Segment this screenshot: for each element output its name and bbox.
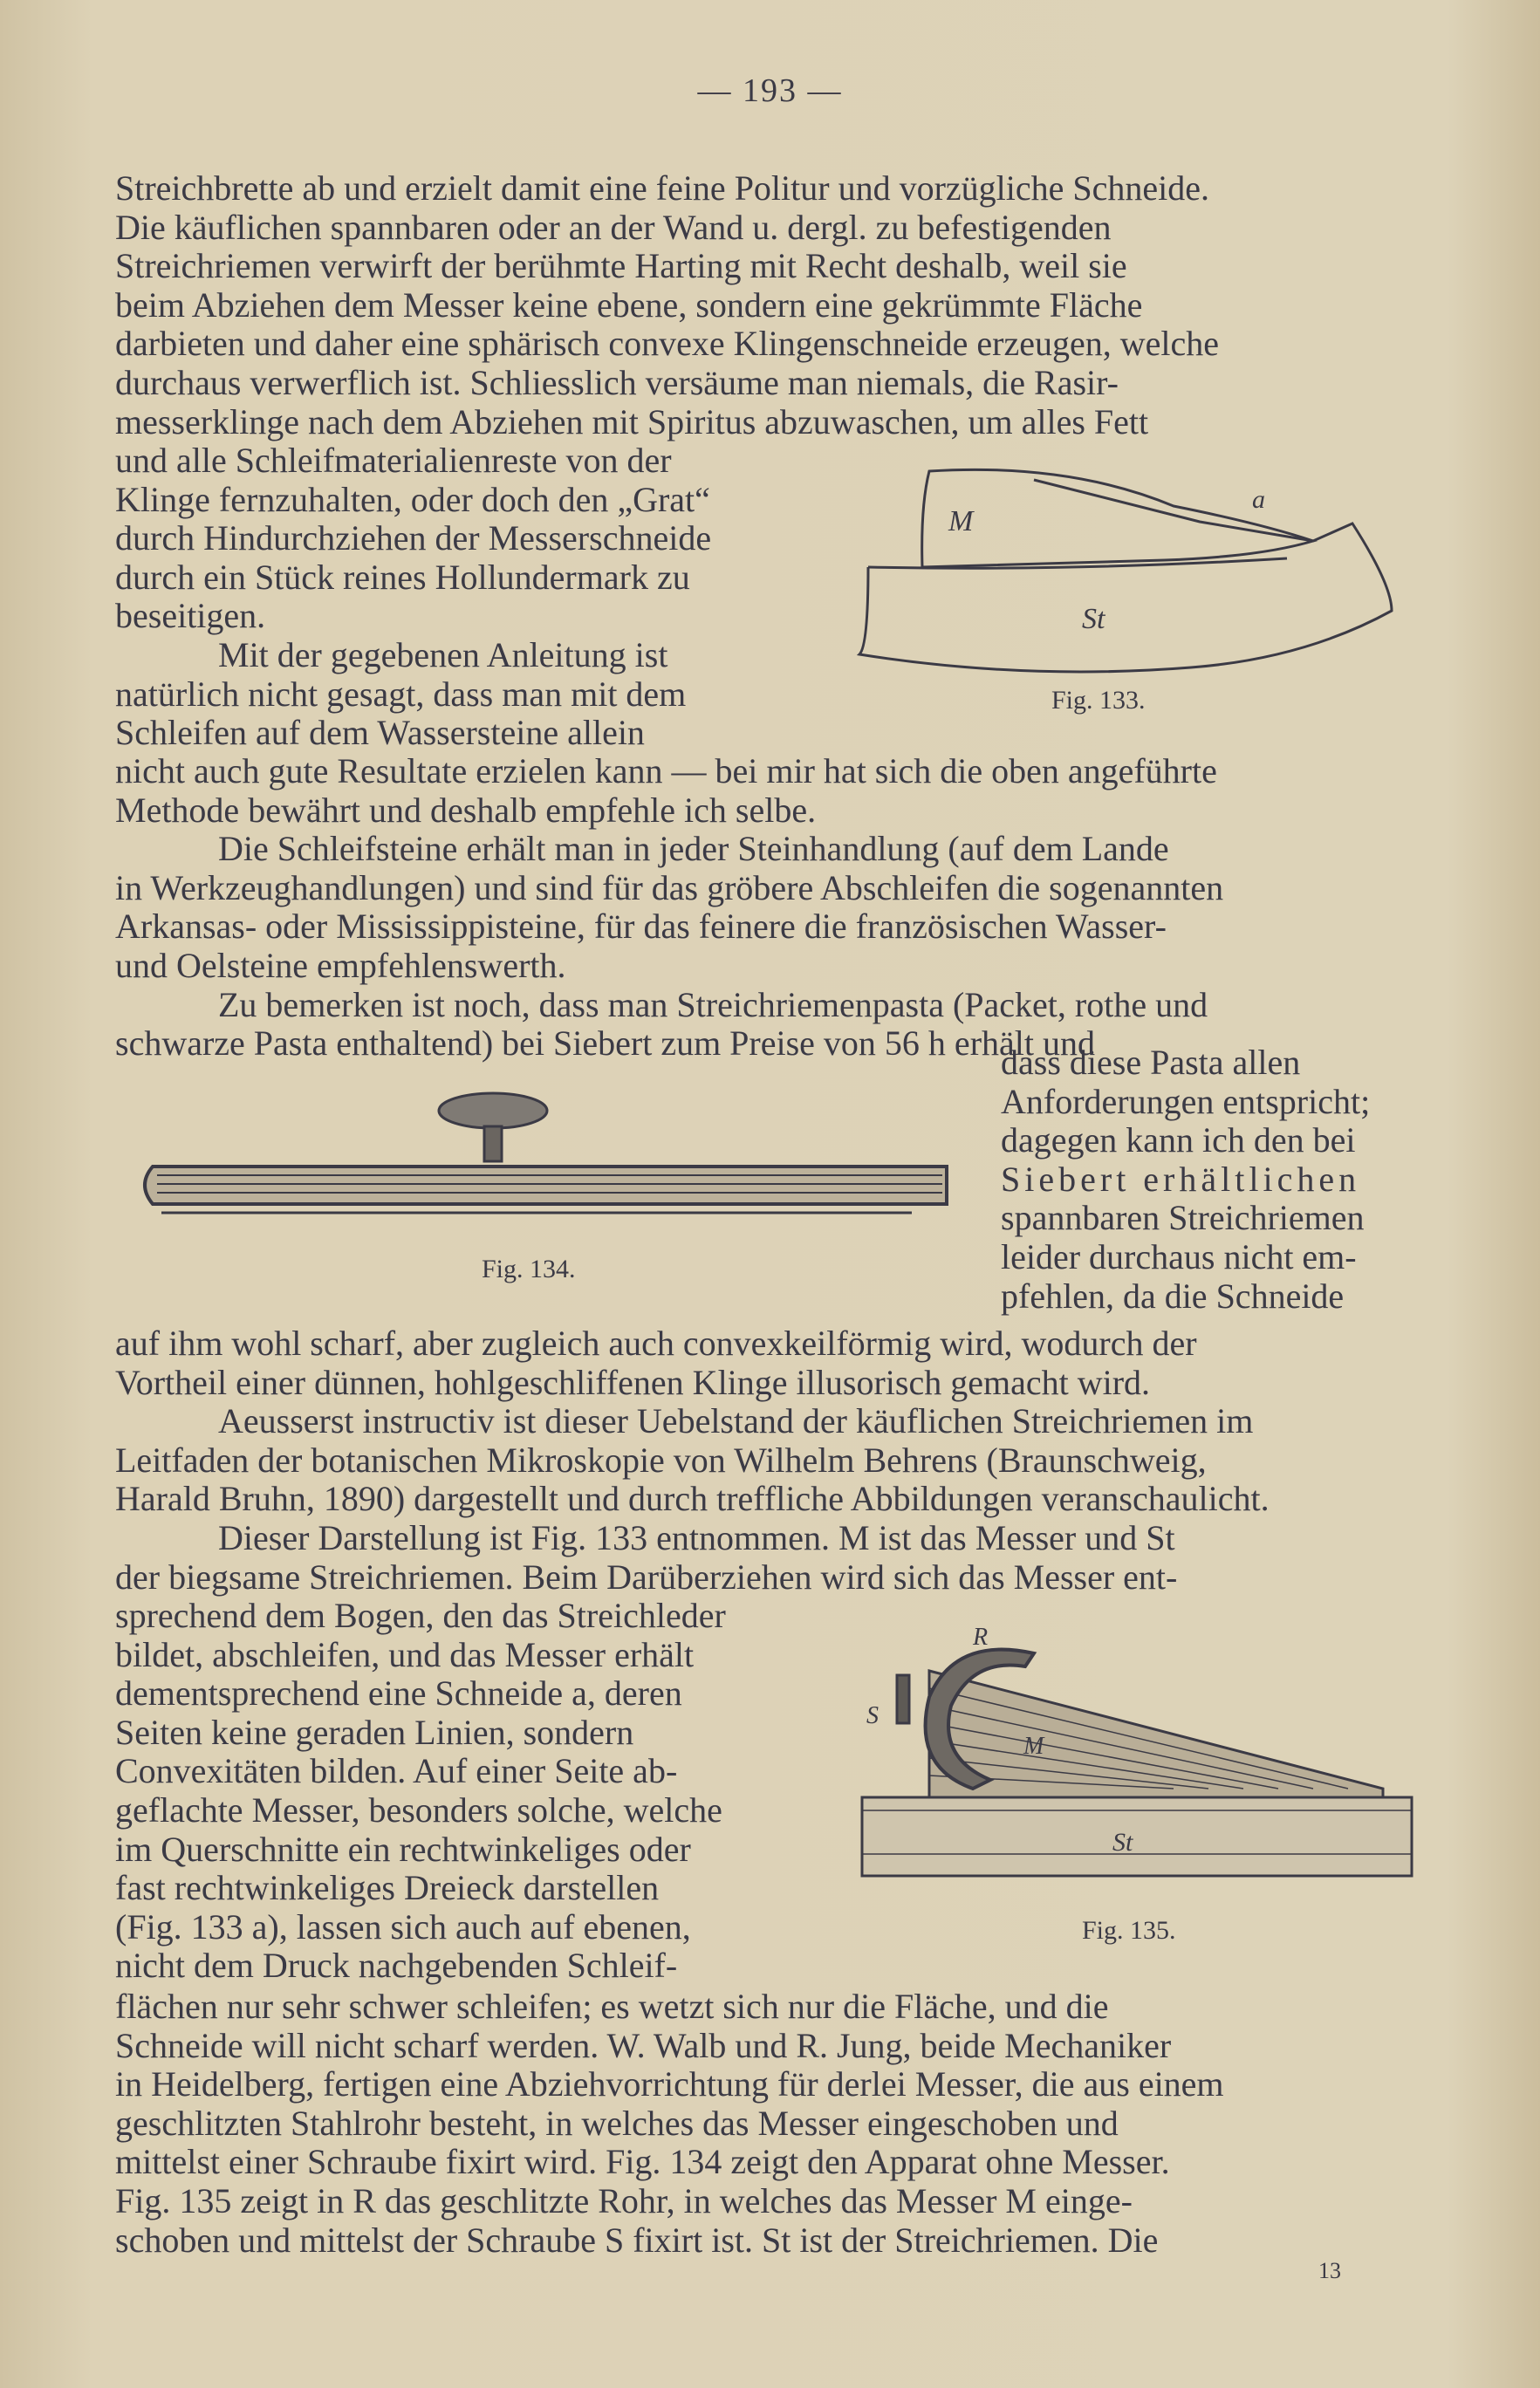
text-line: Anforderungen entspricht; bbox=[1001, 1081, 1371, 1121]
strop bbox=[862, 1797, 1412, 1876]
text-line: flächen nur sehr schwer schleifen; es wetzt sich nur die Fläche, und die bbox=[115, 1987, 1109, 2026]
paragraph-4-6 bbox=[115, 1324, 1411, 1597]
text-line: darbieten und daher eine sphärisch convexe Klingenschneide erzeugen, welche bbox=[115, 324, 1219, 364]
strop-curve bbox=[859, 523, 1392, 672]
figure-134 bbox=[135, 1086, 964, 1248]
razor-blade bbox=[929, 1671, 1383, 1797]
text-line: Die käuflichen spannbaren oder an der Wand u. dergl. zu befestigenden bbox=[115, 207, 1112, 247]
figure-133 bbox=[851, 454, 1409, 681]
label-M: M bbox=[948, 505, 974, 537]
text-line: Streichbrette ab und erzielt damit eine feine Politur und vorzügliche Schneide. bbox=[115, 168, 1210, 208]
text-line: in Heidelberg, fertigen eine Abziehvorrichtung für derlei Messer, die aus einem bbox=[115, 2064, 1224, 2104]
text-line: Die Schleifsteine erhält man in jeder Steinhandlung (auf dem Lande bbox=[218, 829, 1169, 869]
label-St: St bbox=[1112, 1828, 1133, 1857]
text-line: sprechend dem Bogen, den das Streichleder bbox=[115, 1596, 726, 1635]
text-line: durch ein Stück reines Hollundermark zu bbox=[115, 557, 690, 597]
text-line: bildet, abschleifen, und das Messer erhält bbox=[115, 1634, 695, 1674]
figure-133-caption: Fig. 133. bbox=[1051, 686, 1146, 715]
label-S: S bbox=[866, 1702, 879, 1729]
screw-head bbox=[439, 1093, 547, 1128]
text-line: Klinge fernzuhalten, oder doch den „Grat“ bbox=[115, 479, 710, 519]
text-line: Harald Bruhn, 1890) dargestellt und durch treffliche Abbildungen veranschaulicht. bbox=[115, 1479, 1270, 1519]
text-line: Fig. 135 zeigt in R das geschlitzte Rohr, in welches das Messer M einge- bbox=[115, 2180, 1133, 2220]
text-line: Schneide will nicht scharf werden. W. Walb und R. Jung, beide Mechaniker bbox=[115, 2025, 1172, 2065]
text-line: dass diese Pasta allen bbox=[1001, 1043, 1301, 1082]
label-M: M bbox=[1023, 1733, 1044, 1760]
text-line: Aeusserst instructiv ist dieser Uebelstand der käuflichen Streichriemen im bbox=[218, 1401, 1254, 1441]
text-line: dagegen kann ich den bei bbox=[1001, 1120, 1356, 1160]
text-line: in Werkzeughandlungen) und sind für das gröbere Abschleifen die sogenannten bbox=[115, 867, 1224, 907]
blade-edge-line bbox=[1034, 480, 1313, 541]
text-line: der biegsame Streichriemen. Beim Darüberziehen wird sich das Messer ent- bbox=[115, 1557, 1178, 1597]
text-line: beim Abziehen dem Messer keine ebene, sondern eine gekrümmte Fläche bbox=[115, 284, 1143, 325]
text-line: Arkansas- oder Mississippisteine, für das feinere die französischen Wasser- bbox=[115, 907, 1167, 947]
text-line: leider durchaus nicht em- bbox=[1001, 1236, 1357, 1276]
text-line: Siebert erhältlichen bbox=[1001, 1159, 1361, 1199]
text-line: pfehlen, da die Schneide bbox=[1001, 1276, 1345, 1316]
screw-stem bbox=[484, 1126, 502, 1161]
text-line: durch Hindurchziehen der Messerschneide bbox=[115, 518, 712, 558]
text-line: durchaus verwerflich ist. Schliesslich versäume man niemals, die Rasir- bbox=[115, 362, 1119, 402]
paragraph-1 bbox=[115, 169, 1411, 441]
printer-signature: 13 bbox=[1318, 2258, 1341, 2283]
paragraph-6-end bbox=[115, 1988, 1411, 2260]
steel-tube bbox=[145, 1167, 947, 1204]
text-line: und alle Schleifmaterialienreste von der bbox=[115, 441, 672, 480]
text-line: beseitigen. bbox=[115, 596, 266, 636]
text-line: schoben und mittelst der Schraube S fixirt ist. St ist der Streichriemen. Die bbox=[115, 2220, 1159, 2260]
text-line: Zu bemerken ist noch, dass man Streichriemenpasta (Packet, rothe und bbox=[218, 984, 1208, 1024]
text-line: fast rechtwinkeliges Dreieck darstellen bbox=[115, 1868, 660, 1908]
text-line: und Oelsteine empfehlenswerth. bbox=[115, 945, 566, 985]
text-line: spannbaren Streichriemen bbox=[1001, 1198, 1365, 1238]
text-line: geschlitzten Stahlrohr besteht, in welches das Messer eingeschoben und bbox=[115, 2103, 1119, 2143]
text-line: dementsprechend eine Schneide a, deren bbox=[115, 1673, 682, 1714]
text-line: nicht auch gute Resultate erzielen kann — bei mir hat sich die oben angeführte bbox=[115, 751, 1217, 790]
text-line: Vortheil einer dünnen, hohlgeschliffenen Klinge illusorisch gemacht wird. bbox=[115, 1362, 1151, 1402]
text-line: auf ihm wohl scharf, aber zugleich auch convexkeilförmig wird, wodurch der bbox=[115, 1324, 1197, 1363]
text-line: natürlich nicht gesagt, dass man mit dem bbox=[115, 674, 687, 714]
figure-135-caption: Fig. 135. bbox=[1082, 1916, 1176, 1945]
label-R: R bbox=[973, 1624, 989, 1651]
text-line: Dieser Darstellung ist Fig. 133 entnommen. M ist das Messer und St bbox=[218, 1517, 1175, 1557]
figure-135 bbox=[859, 1618, 1418, 1889]
text-line: Schleifen auf dem Wassersteine allein bbox=[115, 713, 645, 753]
figure-134-caption: Fig. 134. bbox=[482, 1255, 576, 1283]
paragraph-1-narrow bbox=[115, 441, 813, 753]
text-line: mittelst einer Schraube fixirt wird. Fig. 134 zeigt den Apparat ohne Messer. bbox=[115, 2142, 1170, 2182]
text-line: Streichriemen verwirft der berühmte Harting mit Recht deshalb, weil sie bbox=[115, 246, 1127, 286]
text-line: (Fig. 133 a), lassen sich auch auf ebenen, bbox=[115, 1906, 691, 1947]
text-line: Mit der gegebenen Anleitung ist bbox=[218, 634, 668, 674]
paragraph-6-narrow bbox=[115, 1597, 813, 1986]
label-a: a bbox=[1252, 485, 1265, 514]
text-line: geflachte Messer, besonders solche, welche bbox=[115, 1789, 722, 1830]
text-line: messerklinge nach dem Abziehen mit Spiritus abzuwaschen, um alles Fett bbox=[115, 401, 1149, 441]
paragraph-4-right bbox=[1001, 1043, 1411, 1316]
text-line: im Querschnitte ein rechtwinkeliges oder bbox=[115, 1829, 691, 1869]
text-line: nicht dem Druck nachgebenden Schleif- bbox=[115, 1946, 678, 1986]
text-line: schwarze Pasta enthaltend) bei Siebert zum Preise von 56 h erhält und bbox=[115, 1023, 1095, 1064]
text-line: Seiten keine geraden Linien, sondern bbox=[115, 1712, 634, 1752]
label-St: St bbox=[1082, 603, 1105, 635]
text-line: Leitfaden der botanischen Mikroskopie von Wilhelm Behrens (Braunschweig, bbox=[115, 1440, 1207, 1480]
paragraph-2-4 bbox=[115, 752, 1411, 1064]
page-number: — 193 — bbox=[697, 72, 843, 109]
text-line: Methode bewährt und deshalb empfehle ich selbe. bbox=[115, 790, 817, 830]
text-line: Convexitäten bilden. Auf einer Seite ab- bbox=[115, 1751, 678, 1791]
screw bbox=[897, 1675, 909, 1723]
